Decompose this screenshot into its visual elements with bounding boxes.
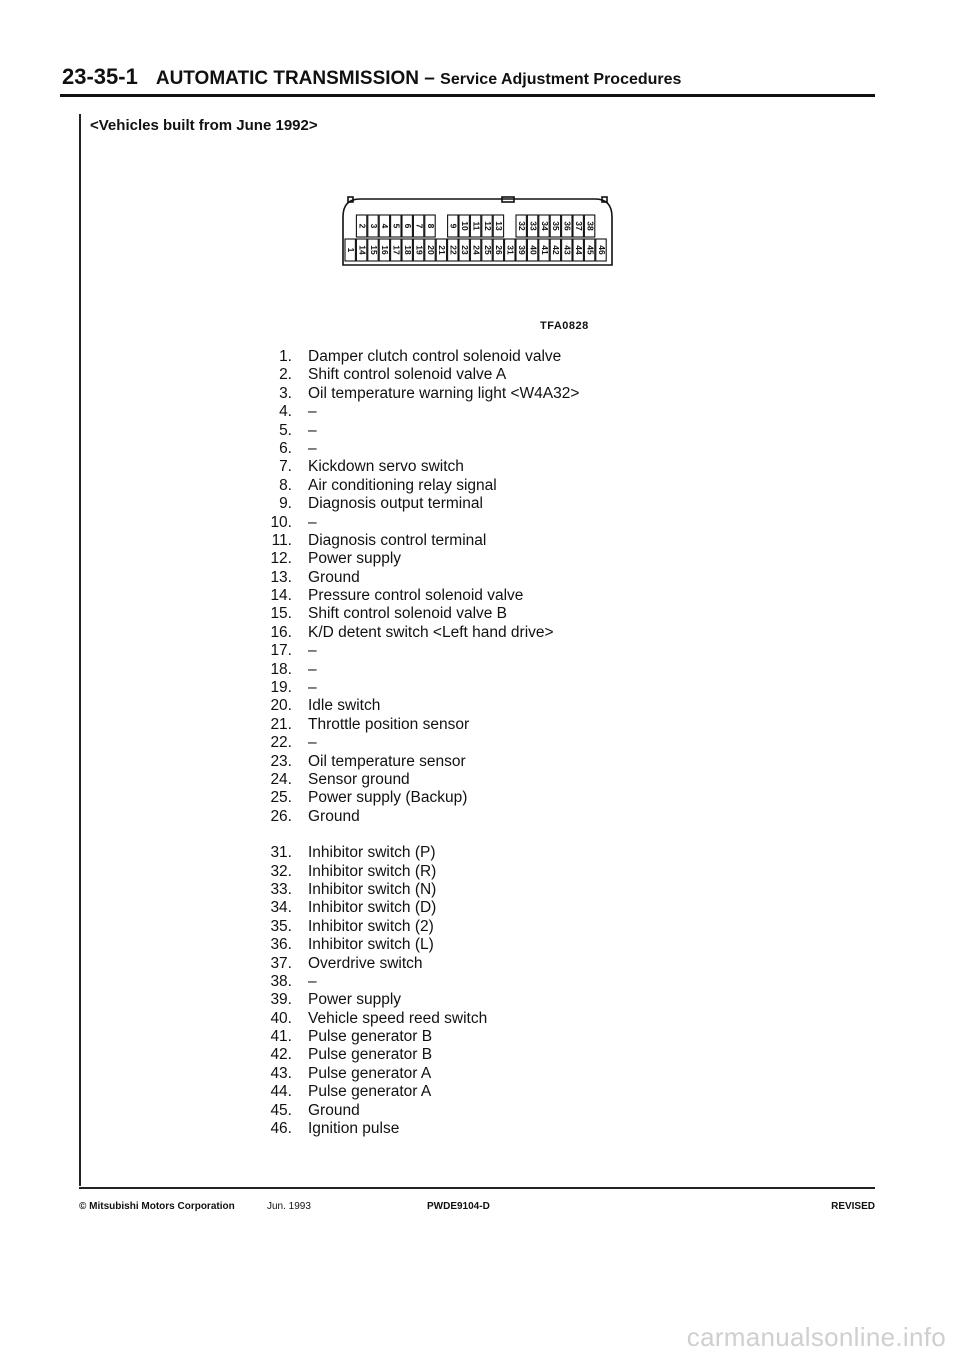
pin-number: 18. bbox=[270, 660, 292, 678]
pin-row bbox=[250, 899, 579, 917]
pin-label: 39 bbox=[516, 245, 527, 255]
pin-description: Ground bbox=[308, 1101, 360, 1119]
pin-label: 3 bbox=[368, 223, 379, 229]
pin-label: 5 bbox=[391, 223, 402, 229]
footer-code: PWDE9104-D bbox=[427, 1201, 490, 1212]
pin-description: Pressure control solenoid valve bbox=[308, 587, 524, 605]
pin-number: 8. bbox=[279, 476, 292, 494]
pin-description: Power supply (Backup) bbox=[308, 789, 468, 807]
pin-label: 23 bbox=[459, 245, 470, 255]
pin-number: 43. bbox=[270, 1064, 292, 1082]
pin-row bbox=[250, 458, 579, 476]
pin-description: – bbox=[308, 642, 317, 660]
pin-description: – bbox=[308, 513, 317, 531]
pin-description: Power supply bbox=[308, 550, 402, 568]
pin-number: 3. bbox=[279, 384, 292, 402]
pin-label: 16 bbox=[380, 245, 391, 255]
pin-number: 37. bbox=[270, 954, 292, 972]
pin-description: Ground bbox=[308, 807, 360, 825]
pin-row bbox=[250, 734, 579, 752]
pin-description: Pulse generator B bbox=[308, 1046, 433, 1064]
pin-number: 12. bbox=[270, 550, 292, 568]
pin-number: 31. bbox=[270, 844, 292, 862]
pin-description: Damper clutch control solenoid valve bbox=[308, 348, 562, 365]
pin-row bbox=[250, 532, 579, 550]
pin-label: 8 bbox=[425, 223, 436, 229]
pin-description: – bbox=[308, 421, 317, 439]
pin-label: 4 bbox=[380, 223, 391, 229]
pin-label: 31 bbox=[505, 245, 516, 255]
pin-number: 1. bbox=[279, 348, 292, 365]
pin-list bbox=[250, 348, 579, 1138]
pin-row bbox=[250, 789, 579, 807]
margin-line bbox=[79, 114, 81, 1186]
pin-row bbox=[250, 403, 579, 421]
pin-label: 41 bbox=[539, 245, 550, 255]
pin-number: 2. bbox=[279, 366, 292, 384]
pin-label: 21 bbox=[437, 245, 448, 255]
pin-number: 36. bbox=[270, 936, 292, 954]
pin-row bbox=[250, 1028, 579, 1046]
pin-label: 10 bbox=[459, 221, 470, 231]
pin-label: 37 bbox=[573, 221, 584, 231]
pin-label: 25 bbox=[482, 245, 493, 255]
pin-row bbox=[250, 587, 579, 605]
pin-number: 39. bbox=[270, 991, 292, 1009]
pin-number: 9. bbox=[279, 495, 292, 513]
pin-label: 18 bbox=[402, 245, 413, 255]
pin-number: 17. bbox=[270, 642, 292, 660]
pin-description: Idle switch bbox=[308, 697, 381, 715]
pin-description: – bbox=[308, 679, 317, 697]
pin-number: 26. bbox=[270, 807, 292, 825]
pin-number: 23. bbox=[270, 752, 292, 770]
connector-latch bbox=[348, 197, 353, 202]
pin-row bbox=[250, 753, 579, 771]
pin-label: 46 bbox=[596, 245, 607, 255]
pin-row bbox=[250, 661, 579, 679]
page-subtitle: Service Adjustment Procedures bbox=[440, 71, 682, 88]
pin-row bbox=[250, 881, 579, 899]
pin-label: 19 bbox=[414, 245, 425, 255]
pin-label: 17 bbox=[391, 245, 402, 255]
pin-label: 40 bbox=[528, 245, 539, 255]
pin-description: Shift control solenoid valve A bbox=[308, 366, 507, 384]
pin-number: 25. bbox=[270, 789, 292, 807]
pin-label: 43 bbox=[562, 245, 573, 255]
pin-row bbox=[250, 569, 579, 587]
pin-description: Inhibitor switch (D) bbox=[308, 899, 437, 917]
pin-number: 13. bbox=[270, 568, 292, 586]
pin-description: Inhibitor switch (R) bbox=[308, 862, 437, 880]
connector-diagram bbox=[340, 195, 615, 270]
pin-label: 36 bbox=[562, 221, 573, 231]
footer-status: REVISED bbox=[831, 1201, 875, 1212]
pin-number: 19. bbox=[270, 679, 292, 697]
pin-number: 44. bbox=[270, 1083, 292, 1101]
pin-description: Inhibitor switch (2) bbox=[308, 917, 434, 935]
pin-number: 38. bbox=[270, 972, 292, 990]
pin-number: 33. bbox=[270, 880, 292, 898]
pin-row bbox=[250, 1065, 579, 1083]
copyright-symbol: © bbox=[79, 1201, 87, 1212]
page-header bbox=[60, 64, 875, 92]
pin-description: – bbox=[308, 403, 317, 421]
pin-description: Shift control solenoid valve B bbox=[308, 605, 508, 623]
pin-row bbox=[250, 440, 579, 458]
pin-row bbox=[250, 495, 579, 513]
pin-row bbox=[250, 550, 579, 568]
pin-number: 20. bbox=[270, 697, 292, 715]
pin-number: 15. bbox=[270, 605, 292, 623]
pin-description: – bbox=[308, 660, 317, 678]
pin-label: 24 bbox=[471, 245, 482, 255]
pin-label: 26 bbox=[494, 245, 505, 255]
pin-description: Power supply bbox=[308, 991, 402, 1009]
pin-label: 13 bbox=[494, 221, 505, 231]
pin-number: 32. bbox=[270, 862, 292, 880]
pin-description: Oil temperature warning light <W4A32> bbox=[308, 384, 580, 402]
pin-description: – bbox=[308, 439, 317, 457]
pin-label: 6 bbox=[402, 223, 413, 229]
pin-description: Throttle position sensor bbox=[308, 715, 470, 733]
title-main: AUTOMATIC TRANSMISSION – bbox=[155, 68, 441, 89]
pin-label: 45 bbox=[585, 245, 596, 255]
pin-description: – bbox=[308, 972, 317, 990]
pin-label: 35 bbox=[551, 221, 562, 231]
pin-number: 45. bbox=[270, 1101, 292, 1119]
pin-row bbox=[250, 514, 579, 532]
pin-number: 46. bbox=[270, 1120, 292, 1138]
copyright-text: Mitsubishi Motors Corporation bbox=[86, 1201, 235, 1212]
pin-row bbox=[250, 366, 579, 384]
pin-row bbox=[250, 844, 579, 862]
pin-label: 38 bbox=[585, 221, 596, 231]
pin-row bbox=[250, 808, 579, 826]
pin-number: 35. bbox=[270, 917, 292, 935]
pin-description: Kickdown servo switch bbox=[308, 458, 464, 476]
pin-row bbox=[250, 1120, 579, 1138]
pin-label: 15 bbox=[368, 245, 379, 255]
pin-description: K/D detent switch <Left hand drive> bbox=[308, 623, 554, 641]
page-title bbox=[156, 68, 682, 90]
pin-label: 1 bbox=[345, 247, 356, 253]
header-rule bbox=[60, 94, 875, 97]
pin-description: Pulse generator A bbox=[308, 1083, 432, 1101]
pin-label: 33 bbox=[528, 221, 539, 231]
pin-label: 14 bbox=[357, 245, 368, 255]
page-number: 23-35-1 bbox=[62, 64, 138, 89]
page-footer bbox=[79, 1201, 875, 1212]
pin-label: 34 bbox=[539, 221, 550, 231]
footer-date: Jun. 1993 bbox=[267, 1201, 311, 1212]
pin-label: 7 bbox=[414, 223, 425, 229]
pin-row bbox=[250, 385, 579, 403]
pin-description: Oil temperature sensor bbox=[308, 752, 466, 770]
pin-number: 16. bbox=[270, 623, 292, 641]
pin-row bbox=[250, 936, 579, 954]
pin-description: Overdrive switch bbox=[308, 954, 423, 972]
pin-row bbox=[250, 716, 579, 734]
connector-latch bbox=[602, 197, 607, 202]
pin-label: 9 bbox=[448, 223, 459, 229]
pin-number: 11. bbox=[271, 531, 292, 549]
pin-description: – bbox=[308, 734, 317, 752]
pin-label: 20 bbox=[425, 245, 436, 255]
pin-description: Inhibitor switch (L) bbox=[308, 936, 434, 954]
pin-row bbox=[250, 991, 579, 1009]
pin-row bbox=[250, 624, 579, 642]
pin-label: 2 bbox=[357, 223, 368, 229]
pin-row bbox=[250, 642, 579, 660]
pin-row bbox=[250, 918, 579, 936]
pin-description: Inhibitor switch (N) bbox=[308, 880, 437, 898]
pin-number: 10. bbox=[270, 513, 292, 531]
pin-description: Pulse generator B bbox=[308, 1028, 433, 1046]
pin-description: Inhibitor switch (P) bbox=[308, 844, 436, 862]
pin-row bbox=[250, 477, 579, 495]
pin-row bbox=[250, 679, 579, 697]
pin-number: 24. bbox=[270, 770, 292, 788]
pin-row bbox=[250, 771, 579, 789]
pin-row bbox=[250, 348, 579, 366]
pin-row bbox=[250, 1083, 579, 1101]
footer-rule bbox=[79, 1187, 875, 1189]
pin-number: 14. bbox=[270, 587, 292, 605]
pin-description: Vehicle speed reed switch bbox=[308, 1009, 488, 1027]
pin-number: 21. bbox=[270, 715, 292, 733]
pin-description: Pulse generator A bbox=[308, 1064, 432, 1082]
pin-row bbox=[250, 1046, 579, 1064]
pin-description: Diagnosis output terminal bbox=[308, 495, 483, 513]
pin-label: 44 bbox=[573, 245, 584, 255]
pin-number: 40. bbox=[270, 1009, 292, 1027]
section-heading: <Vehicles built from June 1992> bbox=[90, 117, 318, 134]
pin-description: Diagnosis control terminal bbox=[308, 531, 487, 549]
pin-number: 4. bbox=[279, 403, 292, 421]
pin-label: 12 bbox=[482, 221, 493, 231]
pin-label: 32 bbox=[516, 221, 527, 231]
pin-row bbox=[250, 1010, 579, 1028]
pin-number: 6. bbox=[279, 439, 292, 457]
pin-label: 22 bbox=[448, 245, 459, 255]
pin-number: 22. bbox=[270, 734, 292, 752]
pin-row bbox=[250, 1102, 579, 1120]
footer-copyright bbox=[79, 1201, 267, 1212]
pin-description: Ignition pulse bbox=[308, 1120, 400, 1138]
pin-row bbox=[250, 697, 579, 715]
pin-label: 11 bbox=[471, 221, 482, 231]
pin-label: 42 bbox=[551, 245, 562, 255]
pin-row bbox=[250, 422, 579, 440]
watermark: carmanualsonline.info bbox=[686, 1322, 946, 1352]
pin-description: Ground bbox=[308, 568, 360, 586]
pin-number: 42. bbox=[270, 1046, 292, 1064]
pin-row bbox=[250, 955, 579, 973]
pin-description: Sensor ground bbox=[308, 770, 410, 788]
figure-id: TFA0828 bbox=[540, 320, 589, 332]
pin-number: 7. bbox=[279, 458, 292, 476]
pin-description: Air conditioning relay signal bbox=[308, 476, 497, 494]
pin-row bbox=[250, 605, 579, 623]
pin-number: 34. bbox=[270, 899, 292, 917]
pin-number: 5. bbox=[279, 421, 292, 439]
pin-row bbox=[250, 863, 579, 881]
pin-number: 41. bbox=[270, 1028, 292, 1046]
pin-row bbox=[250, 973, 579, 991]
